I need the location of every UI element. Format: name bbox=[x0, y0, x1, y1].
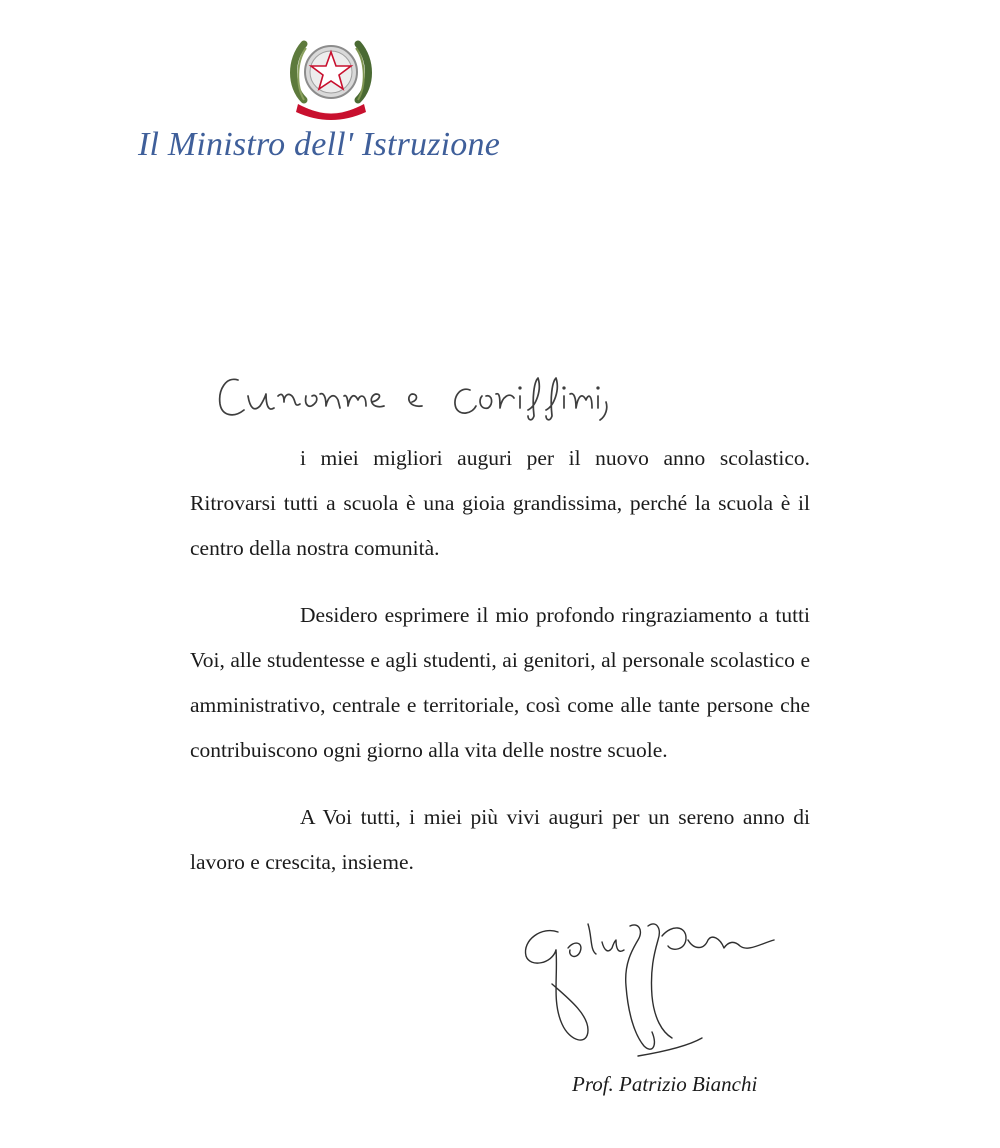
ministry-title: Il Ministro dell' Istruzione bbox=[138, 126, 500, 163]
letter-paragraph: Desidero esprimere il mio profondo ringraziamento a tutti Voi, alle studentesse e agli studenti, ai genitori, al personale scolastico e amministrativo, centrale e territoriale, così come alle tante persone che contribuiscono ogni giorno alla vita delle nostre scuole. bbox=[190, 603, 810, 762]
handwritten-signature bbox=[512, 906, 812, 1066]
emblem-of-italy-icon bbox=[286, 30, 376, 122]
letter-paragraph: A Voi tutti, i miei più vivi auguri per un sereno anno di lavoro e crescita, insieme. bbox=[190, 805, 810, 874]
letter-body bbox=[190, 436, 810, 907]
letter-paragraph: i miei migliori auguri per il nuovo anno scolastico. Ritrovarsi tutti a scuola è una gioia grandissima, perché la scuola è il centro della nostra comunità. bbox=[190, 446, 810, 560]
signatory-name: Prof. Patrizio Bianchi bbox=[572, 1072, 758, 1096]
